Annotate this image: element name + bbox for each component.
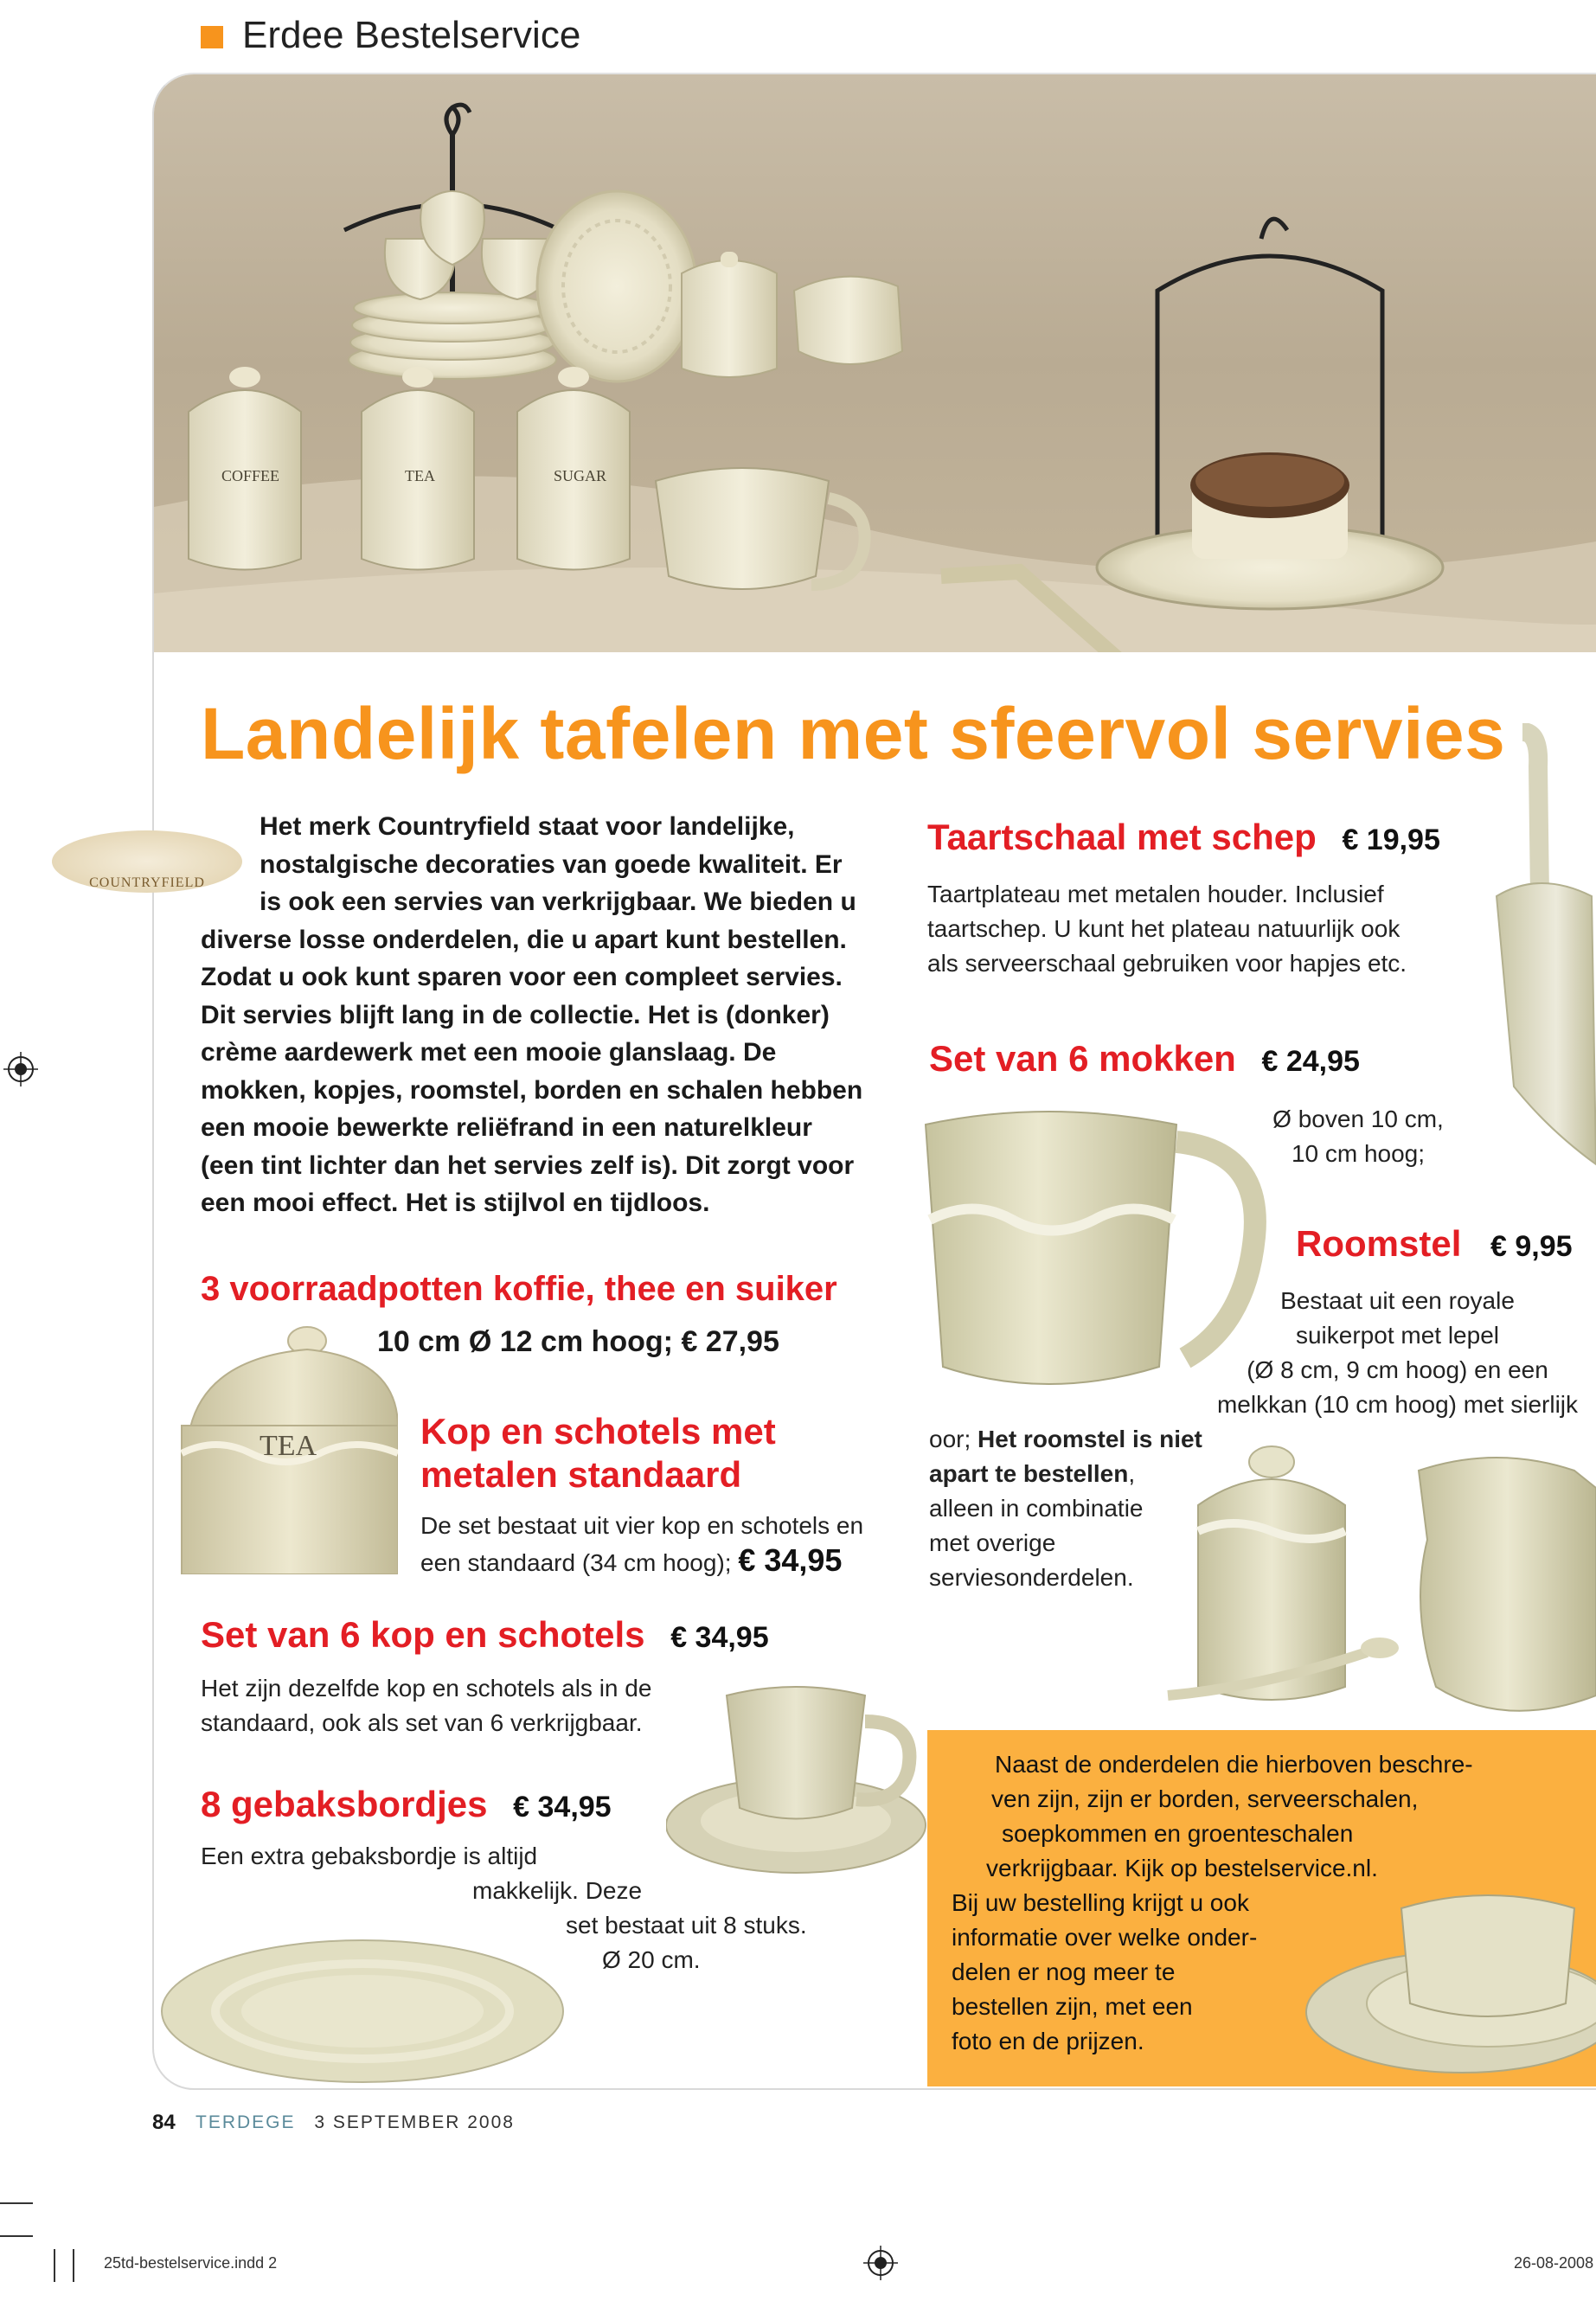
roomstel-desc-b: oor; Het roomstel is niet apart te bestellen, alleen in combinatie met overige serviesonderdelen. [929,1426,1202,1591]
intro-text [201,808,901,1222]
kop-standaard-description: De set bestaat uit vier kop en schotels en een standaard (34 cm hoog); € 34,95 [420,1512,864,1578]
mokken-price: € 24,95 [1261,1045,1360,1078]
crop-mark [73,2249,74,2282]
gebaksbordjes-desc-4: Ø 20 cm. [602,1946,701,1973]
kop-schotels-description: Het zijn dezelfde kop en schotels als in de standaard, ook als set van 6 verkrijgbaar. [201,1675,652,1736]
info-line: Naast de onderdelen die hierboven beschre- [995,1751,1473,1778]
cream-set-illustration [1159,1436,1596,1721]
crop-mark [0,2202,33,2204]
intro-line: diverse losse onderdelen, die u apart kunt bestellen. [201,925,847,954]
cake-server-illustration [1462,723,1596,1173]
intro-line: crème aardewerk met een mooie glanslaag. De [201,1038,777,1067]
gebaksbordjes-desc-3: set bestaat uit 8 stuks. [566,1912,807,1939]
intro-line: Het merk Countryfield staat voor landelijke, [260,812,795,841]
mokken-size: Ø boven 10 cm, 10 cm hoog; [1272,1106,1444,1167]
file-slug: 25td-bestelservice.indd 2 [104,2254,278,2272]
roomstel-price: € 9,95 [1490,1230,1573,1263]
gebaksbordjes-heading: 8 gebaksbordjes € 34,95 [201,1784,612,1824]
info-line: delen er nog meer te [952,1958,1176,1985]
crop-mark [0,2235,33,2237]
info-line: informatie over welke onder- [952,1924,1258,1951]
cake-plate-illustration [159,1929,566,2085]
intro-line: Dit servies blijft lang in de collectie. Het is (donker) [201,1000,830,1029]
info-line: foto en de prijzen. [952,2028,1144,2054]
intro-line: is ook een servies van verkrijgbaar. We bieden u [260,888,856,916]
plates-cup-illustration [1289,1874,1596,2081]
roomstel-heading: Roomstel € 9,95 [1296,1223,1573,1264]
intro-line: (een tint lichter dan het servies zelf is). Dit zorgt voor [201,1150,855,1180]
gebaksbordjes-desc-2: makkelijk. Deze [472,1877,643,1904]
roomstel-desc-a: Bestaat uit een royale suikerpot met lepel (Ø 8 cm, 9 cm hoog) en een melkkan (10 cm hoog) met sierlijk [1216,1287,1579,1418]
kop-schotels-price: € 34,95 [670,1621,769,1654]
taartschaal-price: € 19,95 [1342,824,1440,856]
registration-mark-icon [863,2246,898,2280]
hero-photo [154,74,1596,652]
mokken-heading: Set van 6 mokken € 24,95 [929,1038,1360,1079]
svg-text:TEA: TEA [405,467,435,484]
gebaksbordjes-price: € 34,95 [513,1791,612,1823]
section-marker [201,26,223,48]
intro-line: een mooi effect. Het is stijlvol en tijdloos. [201,1189,710,1217]
taartschaal-heading: Taartschaal met schep € 19,95 [927,817,1440,857]
kop-standaard-heading: Kop en schotels met metalen standaard [420,1411,776,1495]
info-line: bestellen zijn, met een [952,1993,1193,2020]
page-title: Landelijk tafelen met sfeervol servies [201,693,1506,774]
info-line: Bij uw bestelling krijgt u ook [952,1889,1249,1916]
svg-text:SUGAR: SUGAR [554,467,607,484]
registration-mark-icon [3,1052,38,1086]
publication-date: 3 SEPTEMBER 2008 [314,2112,515,2132]
page-number: 84 [152,2111,176,2134]
gebaksbordjes-desc-1: Een extra gebaksbordje is altijd [201,1843,538,1869]
voorraadpotten-detail: 10 cm Ø 12 cm hoog; € 27,95 [377,1325,779,1358]
publication-line [195,2112,515,2133]
intro-line: Zodat u ook kunt sparen voor een compleet servies. [201,963,843,991]
kop-schotels-heading: Set van 6 kop en schotels € 34,95 [201,1614,769,1655]
hero-illustration [154,74,1596,652]
svg-text:COFFEE: COFFEE [221,467,280,484]
svg-text:TEA: TEA [260,1430,317,1462]
kop-standaard-price: € 34,95 [738,1542,843,1578]
print-date: 26-08-2008 [1514,2254,1594,2272]
crop-mark [54,2249,55,2282]
intro-line: mokken, kopjes, roomstel, borden en schalen hebben [201,1075,863,1105]
intro-line: een mooie bewerkte reliëfrand in een naturelkleur [201,1113,812,1142]
info-line: verkrijgbaar. Kijk op bestelservice.nl. [986,1855,1378,1881]
info-line: soepkommen en groenteschalen [1002,1820,1354,1847]
taartschaal-description: Taartplateau met metalen houder. Inclusief taartschep. U kunt het plateau natuurlijk ook als serveerschaal gebruiken voor hapjes etc. [927,881,1407,977]
tea-jar-illustration [173,1324,398,1574]
cup-saucer-illustration [666,1678,943,1886]
intro-line: nostalgische decoraties van goede kwaliteit. Er [260,849,843,879]
section-title: Erdee Bestelservice [242,14,581,56]
voorraadpotten-heading: 3 voorraadpotten koffie, thee en suiker [201,1270,837,1308]
logo-text: COUNTRYFIELD [89,875,205,890]
publication-name: TERDEGE [195,2112,296,2132]
info-line: ven zijn, zijn er borden, serveerschalen, [991,1785,1419,1812]
